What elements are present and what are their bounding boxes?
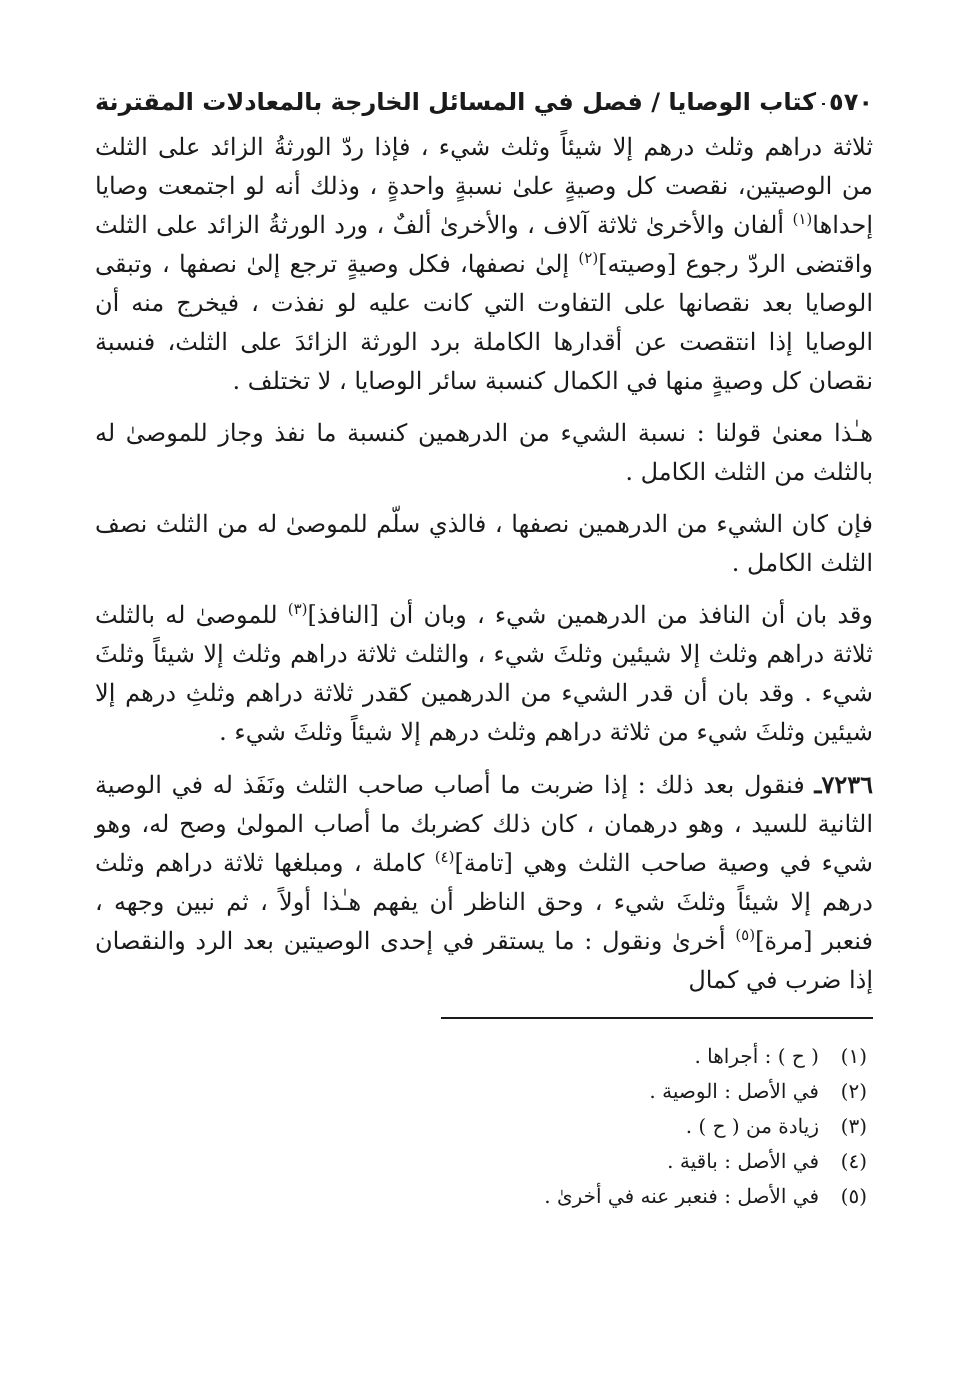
footnote-text: في الأصل : الوصية .: [649, 1079, 819, 1103]
footnote-ref-1: (١): [792, 210, 813, 228]
footnote-ref-4: (٤): [434, 848, 455, 866]
footnote: [95, 1074, 867, 1109]
footnote: [95, 1109, 867, 1144]
header-rule: [822, 103, 825, 105]
paragraph-3: [95, 505, 873, 583]
paragraph-text: وقد بان أن النافذ من الدرهمين شيء ، وبان أن [النافذ]: [307, 601, 873, 629]
footnotes-list: [95, 1039, 873, 1214]
paragraph-2: [95, 414, 873, 492]
footnote-number: (١): [840, 1044, 867, 1068]
footnote-number: (٢): [840, 1079, 867, 1103]
paragraph-text: للموصىٰ له بالثلث ثلاثة دراهم وثلث إلا شيئين وثلثَ شيء ، والثلث ثلاثة دراهم وثلث إلا شيئاً وثلثَ شيء . وقد بان أن قدر الشيء من الدرهمين كقدر ثلاثة دراهم وثلثِ درهم إلا شيئين وثلثَ شيء من ثلاثة دراهم وثلث درهم إلا شيئاً وثلثَ شيء .: [95, 601, 873, 746]
paragraph-text: فنقول بعد ذلك : إذا ضربت ما أصاب صاحب الثلث ونَفَذ له في الوصية الثانية للسيد ، وهو درهمان ، كان ذلك كضربك ما أصاب المولىٰ وصح له، وهو شيء في وصية صاحب الثلث وهي [تامة]: [95, 771, 873, 877]
paragraph-text: أخرىٰ ونقول : ما يستقر في إحدى الوصيتين بعد الرد والنقصان إذا ضرب في كمال: [95, 927, 873, 994]
footnote-number: (٤): [840, 1149, 867, 1173]
footnote-separator: [441, 1017, 873, 1019]
footnote-text: في الأصل : فنعبر عنه في أخرىٰ .: [544, 1184, 819, 1208]
book-page: [95, 78, 873, 1214]
footnote-ref-3: (٣): [287, 600, 308, 618]
paragraph-text: فإن كان الشيء من الدرهمين نصفها ، فالذي سلّم للموصىٰ له من الثلث نصف الثلث الكامل .: [95, 510, 873, 577]
footnote-ref-5: (٥): [735, 926, 756, 944]
footnote-number: (٣): [840, 1114, 867, 1138]
paragraph-1: [95, 128, 873, 401]
footnote-text: ( ح ) : أجراها .: [694, 1044, 819, 1068]
footnote: [95, 1179, 867, 1214]
footnote-text: في الأصل : باقية .: [667, 1149, 819, 1173]
running-title: كتاب الوصايا / فصل في المسائل الخارجة بالمعادلات المقترنة: [95, 88, 817, 116]
running-header: [95, 78, 873, 126]
footnote-ref-2: (٢): [578, 249, 599, 267]
paragraph-text: هـٰذا معنىٰ قولنا : نسبة الشيء من الدرهمين كنسبة ما نفذ وجاز للموصىٰ له بالثلث من الثلث الكامل .: [95, 419, 873, 486]
paragraph-text: إلىٰ نصفها، فكل وصيةٍ ترجع إلىٰ نصفها ، وتبقى الوصايا بعد نقصانها على التفاوت التي كانت عليه لو نفذت ، فيخرج منه أن الوصايا إذا انتقصت عن أقدارها الكاملة برد الورثة الزائدَ على الثلث، فنسبة نقصان كل وصيةٍ منها في الكمال كنسبة سائر الوصايا ، لا تختلف .: [95, 250, 873, 395]
footnote-number: (٥): [840, 1184, 867, 1208]
paragraph-4: [95, 596, 873, 752]
issue-number: ٧٢٣٦ـ: [814, 770, 873, 799]
paragraph-text: كاملة ، ومبلغها ثلاثة دراهم وثلث درهم إلا شيئاً وثلثَ شيء ، وحق الناظر أن يفهم هـٰذا أولاً ، ثم نبين وجهه ، فنعبر [مرة]: [95, 849, 873, 955]
paragraph-5: [95, 765, 873, 1000]
footnote-text: زيادة من ( ح ) .: [685, 1114, 819, 1138]
footnote: [95, 1039, 867, 1074]
footnote: [95, 1144, 867, 1179]
paragraph-text: ثلاثة دراهم وثلث درهم إلا شيئاً وثلث شيء ، فإذا ردّ الورثةُ الزائد على الثلث من الوصيتين، نقصت كل وصيةٍ علىٰ نسبةٍ واحدةٍ ، وذلك أنه لو اجتمعت وصايا إحداها: [95, 133, 873, 239]
page-number: ٥٧٠: [829, 88, 873, 116]
paragraph-text: ألفان والأخرىٰ ثلاثة آلاف ، والأخرىٰ ألفٌ ، ورد الورثةُ الزائد على الثلث واقتضى الردّ رجوع [وصيته]: [95, 211, 873, 278]
